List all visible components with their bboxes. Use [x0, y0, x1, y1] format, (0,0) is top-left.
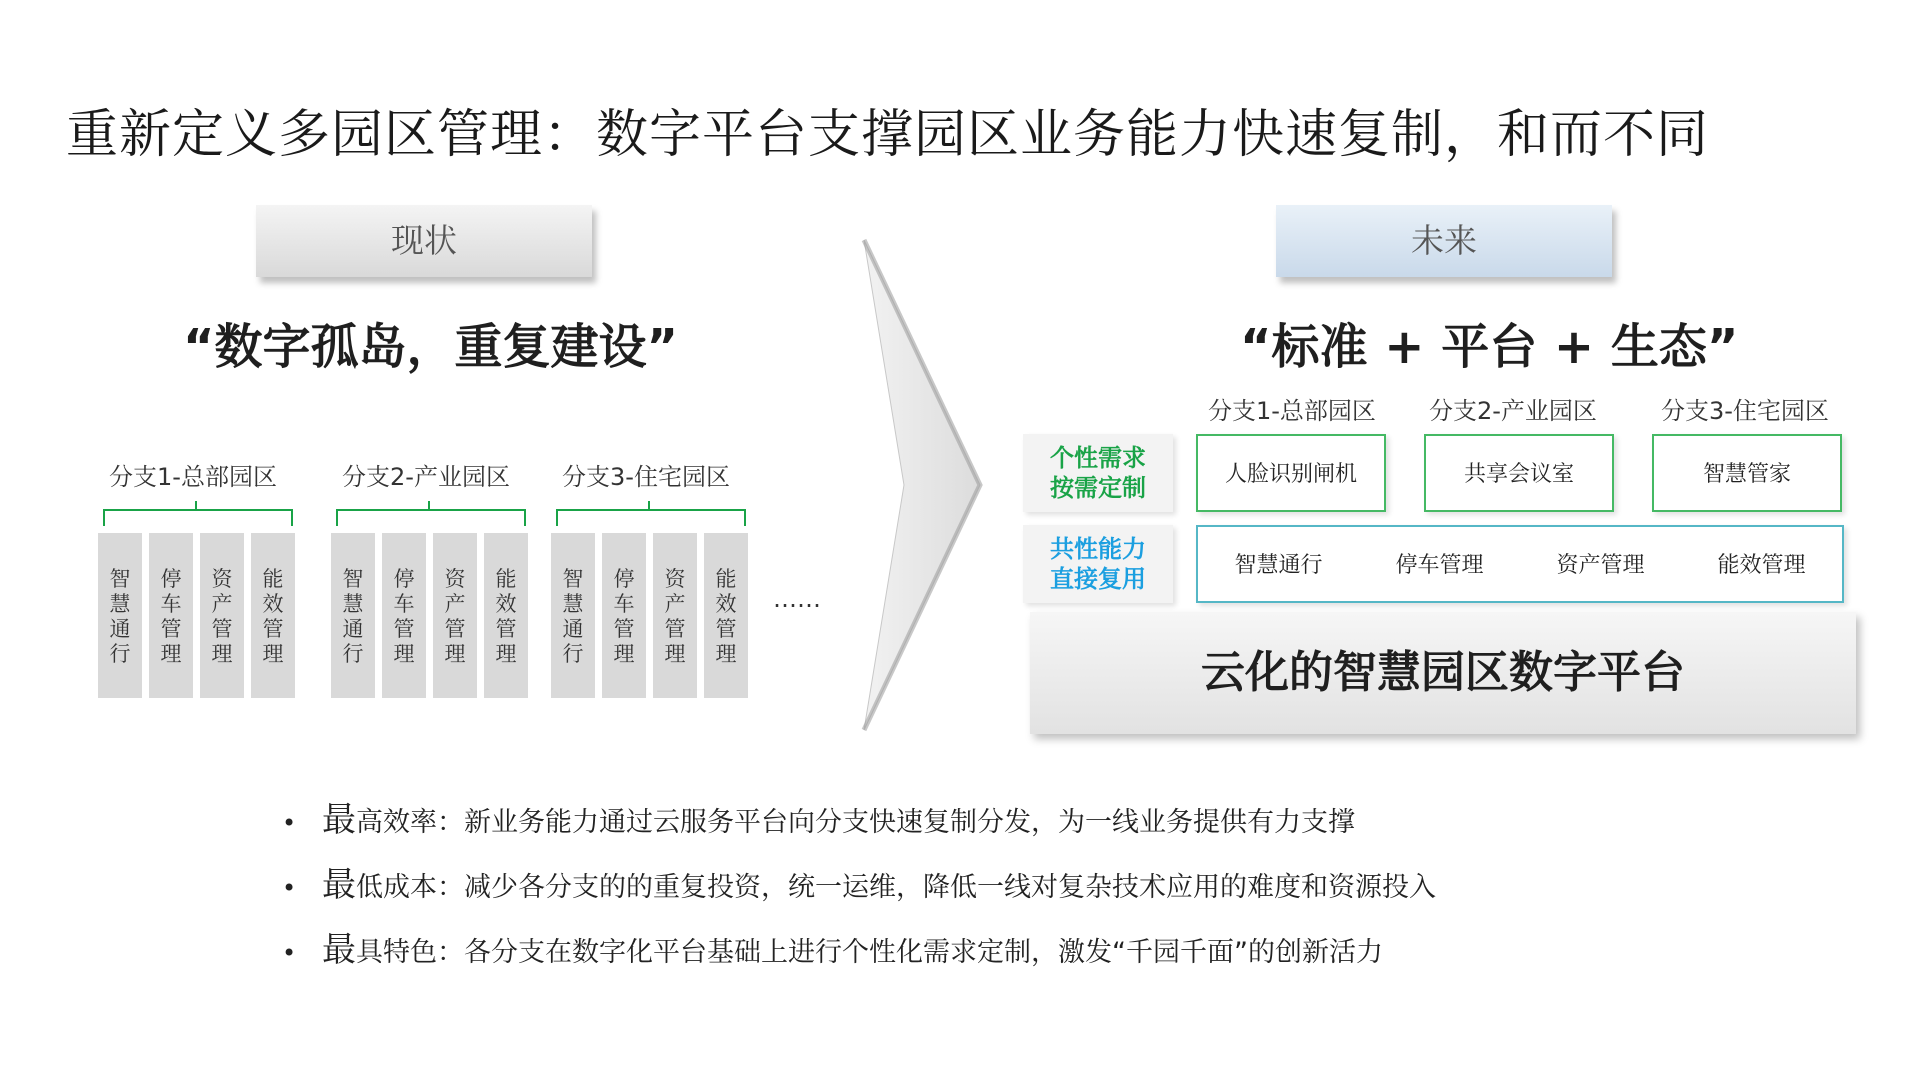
branch-brace-tick: [428, 501, 430, 511]
future-quote: “标准 + 平台 + 生态”: [1240, 319, 1739, 375]
transition-arrow-icon: [856, 235, 996, 735]
branch-brace: [556, 509, 746, 526]
common-capability-item: 资产管理: [1556, 553, 1645, 578]
bullet-item: [282, 922, 1383, 971]
branch-label: 分支2-产业园区: [342, 463, 510, 491]
capability-label: 停 车 管 理: [160, 567, 182, 666]
current-state-header: 现状: [256, 205, 592, 277]
capability-column: [331, 533, 375, 698]
custom-feature-box: 智慧管家: [1652, 434, 1842, 512]
branch-brace-tick: [195, 501, 197, 511]
capability-column: [251, 533, 295, 698]
capability-column: [704, 533, 748, 698]
bullet-dot-icon: •: [282, 874, 297, 902]
capability-column: [484, 533, 528, 698]
capability-label: 智 慧 通 行: [562, 567, 584, 666]
future-branch-label-3: 分支3-住宅园区: [1661, 397, 1829, 425]
branch-brace: [103, 509, 293, 526]
capability-label: 能 效 管 理: [262, 567, 284, 666]
capability-label: 资 产 管 理: [444, 567, 466, 666]
capability-column: [653, 533, 697, 698]
custom-feature-box: 人脸识别闸机: [1196, 434, 1386, 512]
capability-label: 停 车 管 理: [613, 567, 635, 666]
future-branch-label-2: 分支2-产业园区: [1429, 397, 1597, 425]
common-capability-item: 停车管理: [1395, 553, 1484, 578]
bullet-text: 低成本：减少各分支的的重复投资，统一运维，降低一线对复杂技术应用的难度和资源投入: [356, 872, 1436, 903]
more-branches-ellipsis: ……: [773, 585, 821, 613]
cloud-platform-box: 云化的智慧园区数字平台: [1030, 612, 1856, 734]
custom-demand-label: 个性需求 按需定制: [1023, 434, 1173, 512]
capability-label: 资 产 管 理: [664, 567, 686, 666]
slide-title: 重新定义多园区管理：数字平台支撑园区业务能力快速复制，和而不同: [66, 105, 1710, 165]
bullet-item: [282, 792, 1355, 841]
capability-label: 智 慧 通 行: [109, 567, 131, 666]
capability-label: 资 产 管 理: [211, 567, 233, 666]
capability-column: [602, 533, 646, 698]
bullet-text: 具特色：各分支在数字化平台基础上进行个性化需求定制，激发“千园千面”的创新活力: [356, 937, 1383, 968]
branch-brace: [336, 509, 526, 526]
capability-column: [149, 533, 193, 698]
common-capability-label: 共性能力 直接复用: [1023, 525, 1173, 603]
bullet-lead: 最: [322, 865, 356, 905]
capability-column: [98, 533, 142, 698]
bullet-item: [282, 857, 1436, 906]
bullet-lead: 最: [322, 800, 356, 840]
branch-label: 分支1-总部园区: [109, 463, 277, 491]
branch-label: 分支3-住宅园区: [562, 463, 730, 491]
future-state-header: 未来: [1276, 205, 1612, 277]
common-capabilities-box: [1196, 525, 1844, 603]
capability-column: [200, 533, 244, 698]
capability-label: 停 车 管 理: [393, 567, 415, 666]
bullet-lead: 最: [322, 930, 356, 970]
common-capability-item: 智慧通行: [1234, 553, 1323, 578]
common-capability-item: 能效管理: [1717, 553, 1806, 578]
current-quote: “数字孤岛，重复建设”: [183, 319, 679, 375]
custom-feature-box: 共享会议室: [1424, 434, 1614, 512]
branch-brace-tick: [648, 501, 650, 511]
bullet-dot-icon: •: [282, 809, 297, 837]
capability-label: 能 效 管 理: [715, 567, 737, 666]
capability-label: 智 慧 通 行: [342, 567, 364, 666]
capability-column: [382, 533, 426, 698]
bullet-text: 高效率：新业务能力通过云服务平台向分支快速复制分发，为一线业务提供有力支撑: [356, 807, 1355, 838]
capability-label: 能 效 管 理: [495, 567, 517, 666]
future-branch-label-1: 分支1-总部园区: [1208, 397, 1376, 425]
capability-column: [433, 533, 477, 698]
capability-column: [551, 533, 595, 698]
bullet-dot-icon: •: [282, 939, 297, 967]
